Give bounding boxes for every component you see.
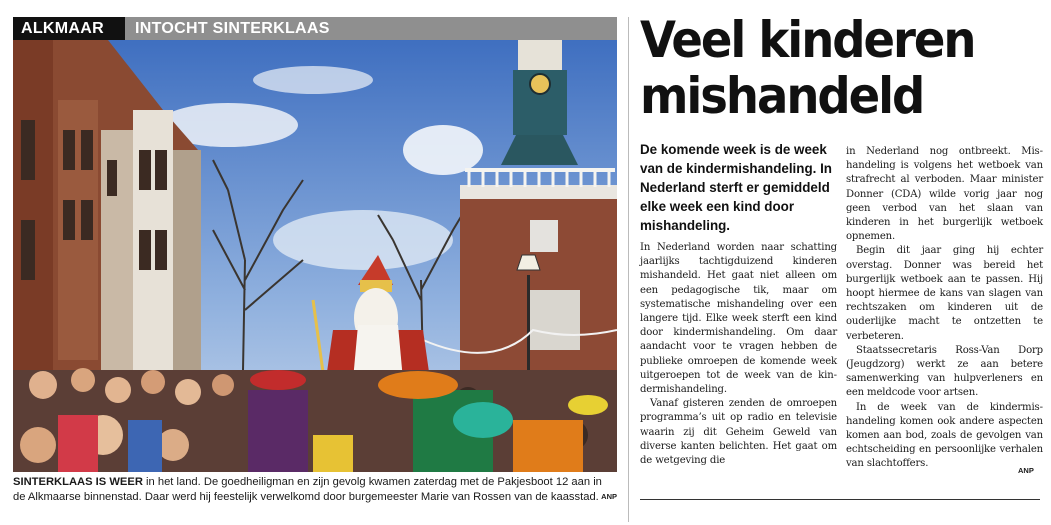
paragraph: Staatssecretaris Ross-Van Dorp (Jeugdzorg) werkt ze aan betere samenwerking van hulpverleners en een meldcode voor artsen. bbox=[846, 344, 1043, 399]
sinterklaas-arrival-photo bbox=[13, 40, 617, 472]
paragraph: In de week van de kindermishandeling komen ook andere aspecten komen aan bod, zoals de gevolgen van echtscheiding en persoonlijke verhalen van slachtoffers. bbox=[846, 401, 1043, 470]
article-credit: ANP bbox=[1018, 466, 1034, 475]
section-header bbox=[13, 17, 617, 40]
place-label: ALKMAAR bbox=[13, 17, 125, 40]
caption-text: in het land. De goedheiligman en zijn gevolg kwamen zaterdag met de Pakjesboot 12 aan in de Alkmaarse binnenstad. Daar werd hij feestelijk verwelkomd door burgemeester Marie van Rossen van de kaasstad. bbox=[13, 476, 602, 503]
photo-credit: ANP bbox=[601, 492, 617, 501]
bottom-rule bbox=[640, 499, 1040, 500]
article-intro: De komende week is de week van de kindermishandeling. In Nederland sterft er gemiddeld elke week een kind door mishandeling. bbox=[640, 142, 832, 233]
caption-lead: SINTERKLAAS IS WEER bbox=[13, 476, 143, 488]
article-headline: Veel kinderen mishandeld bbox=[640, 11, 975, 125]
column-divider bbox=[628, 17, 629, 522]
photo-caption bbox=[13, 475, 617, 505]
paragraph: in Nederland nog ontbreekt. Mishandeling is volgens het wetboek van strafrecht al verboden. Maar minister Donner (CDA) wilde vorig jaar nog geen verbod van het slaan van kinderen in het burgerlijk wetboek opnemen. bbox=[846, 146, 1043, 243]
article-column-1 bbox=[640, 241, 837, 468]
paragraph: Begin dit jaar ging hij echter overstag. Donner was bereid het burgerlijk wetboek aan te passen. Hij hoopt hiermee de kans van slagen van rechtszaken om kinderen uit de ouderlijke macht te ontzetten te verbeteren. bbox=[846, 245, 1043, 342]
paragraph: Vanaf gisteren zenden de omroepen programma’s uit op radio en televisie waarin zij dit Geheim Geweld van diverse kanten belichten. Het gaat om de wetgeving die bbox=[640, 398, 837, 467]
paragraph: In Nederland worden naar schatting jaarlijks tachtigduizend kinderen mishandeld. Het gaat niet alleen om een pedagogische tik, maar om systematische mishandeling over een langere tijd. Elke week sterft een kind door kindermishandeling. Om daar aandacht voor te vragen hebben de publieke omroepen de komende week uitgeroepen tot de week van de kindermishandeling. bbox=[640, 242, 837, 396]
article-column-2 bbox=[846, 145, 1043, 472]
topic-label: INTOCHT SINTERKLAAS bbox=[135, 19, 330, 37]
